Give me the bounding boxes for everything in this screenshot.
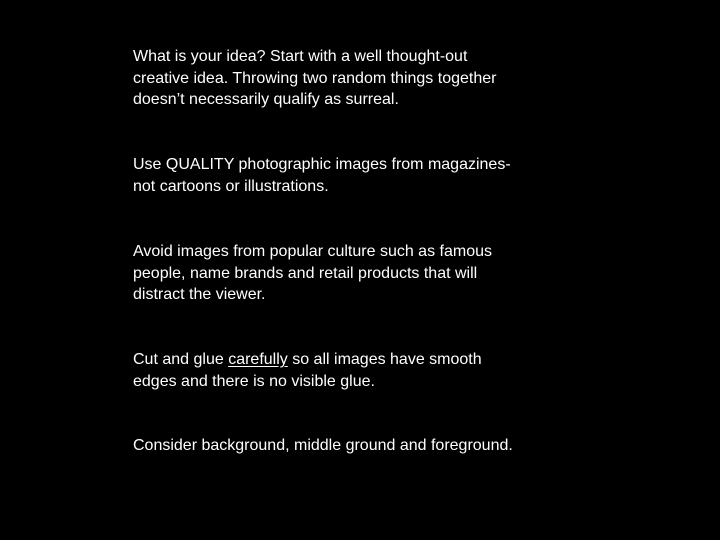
paragraph-idea <box>133 46 496 111</box>
paragraph-line <box>133 349 482 371</box>
paragraph-consider-grounds <box>133 435 513 457</box>
paragraph-line: Avoid images from popular culture such as famous <box>133 243 492 260</box>
paragraph-line: Consider background, middle ground and foreground. <box>133 437 513 454</box>
paragraph-line: not cartoons or illustrations. <box>133 177 329 195</box>
text-segment: so all images have smooth <box>287 351 482 368</box>
paragraph-line: Use QUALITY photographic images from magazines- <box>133 156 511 173</box>
paragraph-line: What is your idea? Start with a well thought-out <box>133 48 468 65</box>
paragraph-line: doesn’t necessarily qualify as surreal. <box>133 91 399 108</box>
paragraph-cut-and-glue <box>133 349 482 392</box>
underlined-word: carefully <box>228 351 288 368</box>
paragraph-avoid-popular-culture <box>133 241 492 306</box>
text-segment: Cut and glue <box>133 351 229 368</box>
paragraph-line: edges and there is no visible glue. <box>133 372 375 390</box>
paragraph-line: creative idea. Throwing two random things together <box>133 69 497 87</box>
paragraph-line: people, name brands and retail products that will <box>133 264 478 282</box>
paragraph-line: distract the viewer. <box>133 286 266 303</box>
paragraph-quality-images <box>133 154 511 197</box>
